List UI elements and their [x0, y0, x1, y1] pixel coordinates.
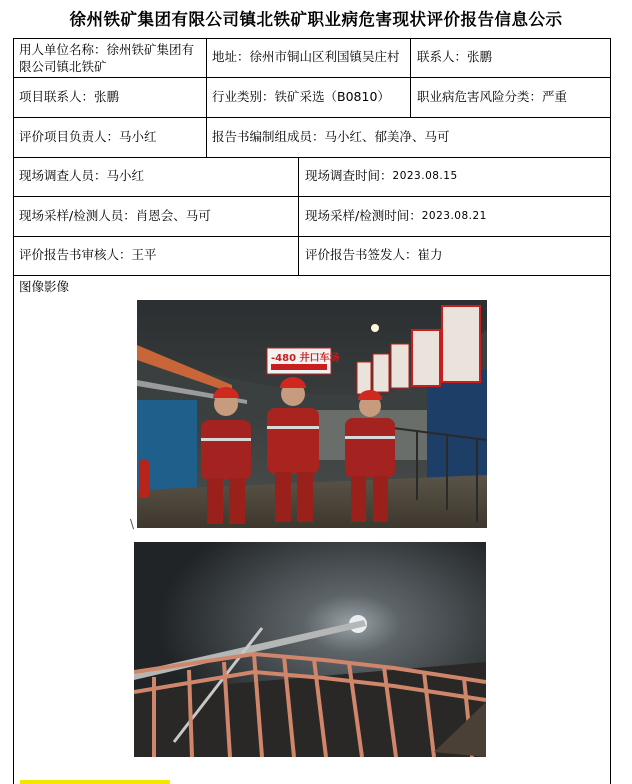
reviewer-label: 评价报告书审核人： — [19, 247, 132, 262]
contact-cell — [417, 48, 492, 66]
images-caption: 图像影像 — [19, 279, 70, 294]
risk-label: 职业病危害风险分类： — [417, 89, 543, 104]
contact-value: 张鹏 — [467, 49, 493, 64]
survey-person-label: 现场调查人员： — [19, 168, 107, 183]
survey-person-value: 马小红 — [106, 168, 145, 183]
sampling-time-cell — [305, 207, 487, 225]
sampling-person-value: 肖恩会、马可 — [135, 208, 211, 223]
bottom-highlight — [20, 780, 170, 784]
col-divider — [298, 157, 299, 276]
team-label: 报告书编制组成员： — [212, 129, 325, 144]
survey-time-label: 现场调查时间： — [305, 168, 393, 183]
industry-cell — [212, 88, 390, 106]
issuer-label: 评价报告书签发人： — [305, 247, 418, 262]
sampling-time-value: 2023.08.21 — [421, 210, 487, 222]
team-cell — [212, 128, 450, 146]
contact-label: 联系人： — [417, 49, 468, 64]
risk-cell — [417, 88, 567, 106]
col-divider — [206, 38, 207, 158]
row-divider — [13, 236, 611, 237]
employer-value: 徐州铁矿集团有限公司镇北铁矿 — [19, 42, 195, 74]
sampling-time-label: 现场采样/检测时间： — [305, 208, 422, 223]
survey-person-cell — [19, 167, 144, 185]
project-contact-cell — [19, 88, 119, 106]
reviewer-value: 王平 — [131, 247, 157, 262]
row-divider — [13, 77, 611, 78]
team-value: 马小红、郁美净、马可 — [324, 129, 450, 144]
issuer-cell — [305, 246, 443, 264]
industry-value: 铁矿采选（B0810） — [274, 89, 390, 104]
address-value: 徐州市铜山区利国镇吴庄村 — [249, 49, 400, 64]
reviewer-cell — [19, 246, 157, 264]
project-contact-label: 项目联系人： — [19, 89, 95, 104]
address-cell — [212, 48, 400, 66]
lead-value: 马小红 — [119, 129, 157, 144]
address-label: 地址： — [212, 49, 250, 64]
sampling-person-label: 现场采样/检测人员： — [19, 208, 136, 223]
stray-mark: \ — [130, 517, 135, 531]
issuer-value: 崔力 — [417, 247, 443, 262]
sampling-person-cell — [19, 207, 211, 225]
employer-label: 用人单位名称： — [19, 42, 107, 57]
photo-sign-text: -480 井口车场 — [271, 353, 340, 364]
lead-cell — [19, 128, 157, 146]
page-title: 徐州铁矿集团有限公司镇北铁矿职业病危害现状评价报告信息公示 — [69, 10, 563, 29]
employer-cell — [19, 40, 203, 76]
site-photo-workers-image — [137, 300, 487, 528]
lead-label: 评价项目负责人： — [19, 129, 120, 144]
row-divider — [13, 196, 611, 197]
site-photo-tunnel — [134, 542, 486, 757]
site-photo-workers — [137, 300, 487, 528]
col-divider — [410, 38, 411, 118]
row-divider — [13, 275, 611, 276]
site-photo-tunnel-image — [134, 542, 486, 757]
risk-value: 严重 — [542, 89, 568, 104]
row-divider — [13, 117, 611, 118]
project-contact-value: 张鹏 — [94, 89, 120, 104]
industry-label: 行业类别： — [212, 89, 275, 104]
survey-time-value: 2023.08.15 — [392, 170, 458, 182]
survey-time-cell — [305, 167, 458, 185]
row-divider — [13, 157, 611, 158]
